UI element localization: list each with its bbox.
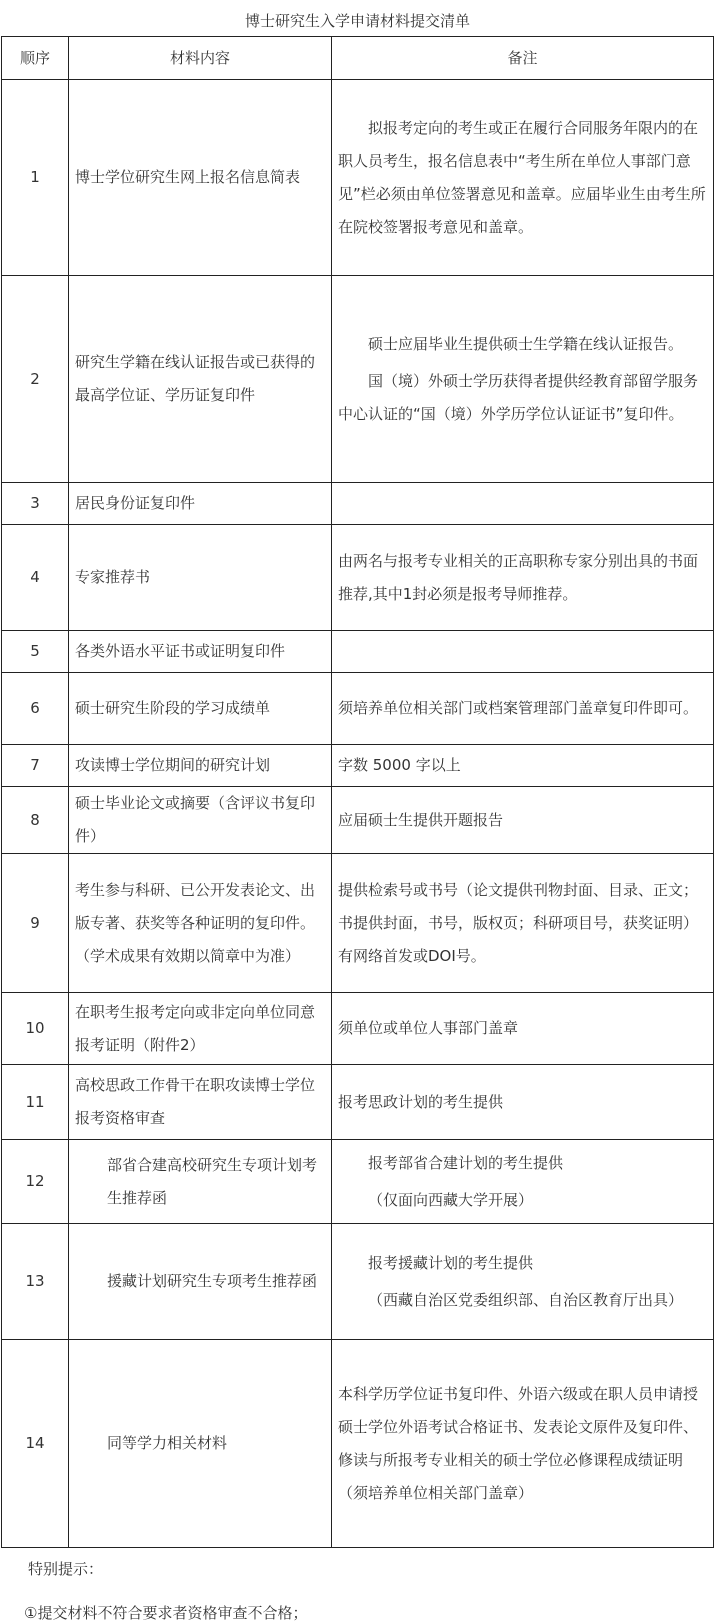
row-content: 援藏计划研究生专项考生推荐函 — [69, 1224, 332, 1340]
table-row — [2, 1140, 714, 1224]
row-content: 居民身份证复印件 — [69, 483, 332, 525]
table-row — [2, 1065, 714, 1140]
row-content: 在职考生报考定向或非定向单位同意报考证明（附件2） — [69, 993, 332, 1065]
row-notes: 本科学历学位证书复印件、外语六级或在职人员申请授硕士学位外语考试合格证书、发表论文原件及复印件、修读与所报考专业相关的硕士学位必修课程成绩证明（须培养单位相关部门盖章） — [332, 1340, 714, 1548]
special-tips-heading: 特别提示： — [28, 1560, 104, 1578]
row-number: 11 — [2, 1065, 69, 1140]
row-notes: 字数 5000 字以上 — [332, 745, 714, 787]
row-content: 高校思政工作骨干在职攻读博士学位报考资格审查 — [69, 1065, 332, 1140]
row-number: 3 — [2, 483, 69, 525]
row-number: 5 — [2, 631, 69, 673]
row-notes: 报考部省合建计划的考生提供 （仅面向西藏大学开展） — [332, 1140, 714, 1224]
table-row — [2, 673, 714, 745]
header-order: 顺序 — [2, 37, 69, 80]
table-row — [2, 525, 714, 631]
header-notes: 备注 — [332, 37, 714, 80]
table-row — [2, 483, 714, 525]
document-title: 博士研究生入学申请材料提交清单 — [244, 12, 470, 30]
row-number: 14 — [2, 1340, 69, 1548]
row-number: 13 — [2, 1224, 69, 1340]
table-row — [2, 854, 714, 993]
table-row — [2, 745, 714, 787]
table-row — [2, 787, 714, 854]
row-content: 部省合建高校研究生专项计划考生推荐函 — [69, 1140, 332, 1224]
row-notes: 报考思政计划的考生提供 — [332, 1065, 714, 1140]
row-notes — [332, 483, 714, 525]
materials-table — [1, 36, 714, 1548]
row-notes: 须单位或单位人事部门盖章 — [332, 993, 714, 1065]
row-notes — [332, 631, 714, 673]
row-content: 各类外语水平证书或证明复印件 — [69, 631, 332, 673]
row-number: 7 — [2, 745, 69, 787]
row-notes: 硕士应届毕业生提供硕士生学籍在线认证报告。 国（境）外硕士学历获得者提供经教育部留学服务中心认证的“国（境）外学历学位认证证书”复印件。 — [332, 276, 714, 483]
row-content: 硕士毕业论文或摘要（含评议书复印件） — [69, 787, 332, 854]
table-row — [2, 993, 714, 1065]
row-content: 考生参与科研、已公开发表论文、出版专著、获奖等各种证明的复印件。（学术成果有效期以简章中为准） — [69, 854, 332, 993]
row-notes: 拟报考定向的考生或正在履行合同服务年限内的在职人员考生，报名信息表中“考生所在单位人事部门意见”栏必须由单位签署意见和盖章。应届毕业生由考生所在院校签署报考意见和盖章。 — [332, 80, 714, 276]
row-content: 攻读博士学位期间的研究计划 — [69, 745, 332, 787]
row-notes: 报考援藏计划的考生提供 （西藏自治区党委组织部、自治区教育厅出具） — [332, 1224, 714, 1340]
table-header-row — [2, 37, 714, 80]
row-number: 1 — [2, 80, 69, 276]
row-number: 6 — [2, 673, 69, 745]
row-notes: 由两名与报考专业相关的正高职称专家分别出具的书面推荐,其中1封必须是报考导师推荐。 — [332, 525, 714, 631]
table-row — [2, 1340, 714, 1548]
table-row — [2, 276, 714, 483]
row-number: 10 — [2, 993, 69, 1065]
header-content: 材料内容 — [69, 37, 332, 80]
row-number: 8 — [2, 787, 69, 854]
row-notes: 须培养单位相关部门或档案管理部门盖章复印件即可。 — [332, 673, 714, 745]
row-content: 硕士研究生阶段的学习成绩单 — [69, 673, 332, 745]
row-number: 4 — [2, 525, 69, 631]
row-content: 同等学力相关材料 — [69, 1340, 332, 1548]
row-content: 研究生学籍在线认证报告或已获得的最高学位证、学历证复印件 — [69, 276, 332, 483]
row-number: 12 — [2, 1140, 69, 1224]
table-row — [2, 1224, 714, 1340]
table-row — [2, 631, 714, 673]
row-content: 博士学位研究生网上报名信息简表 — [69, 80, 332, 276]
special-tip-item: ①提交材料不符合要求者资格审查不合格； — [24, 1604, 308, 1622]
row-content: 专家推荐书 — [69, 525, 332, 631]
row-notes: 提供检索号或书号（论文提供刊物封面、目录、正文；书提供封面，书号，版权页；科研项目号，获奖证明）有网络首发或DOI号。 — [332, 854, 714, 993]
row-number: 9 — [2, 854, 69, 993]
row-notes: 应届硕士生提供开题报告 — [332, 787, 714, 854]
table-row — [2, 80, 714, 276]
row-number: 2 — [2, 276, 69, 483]
